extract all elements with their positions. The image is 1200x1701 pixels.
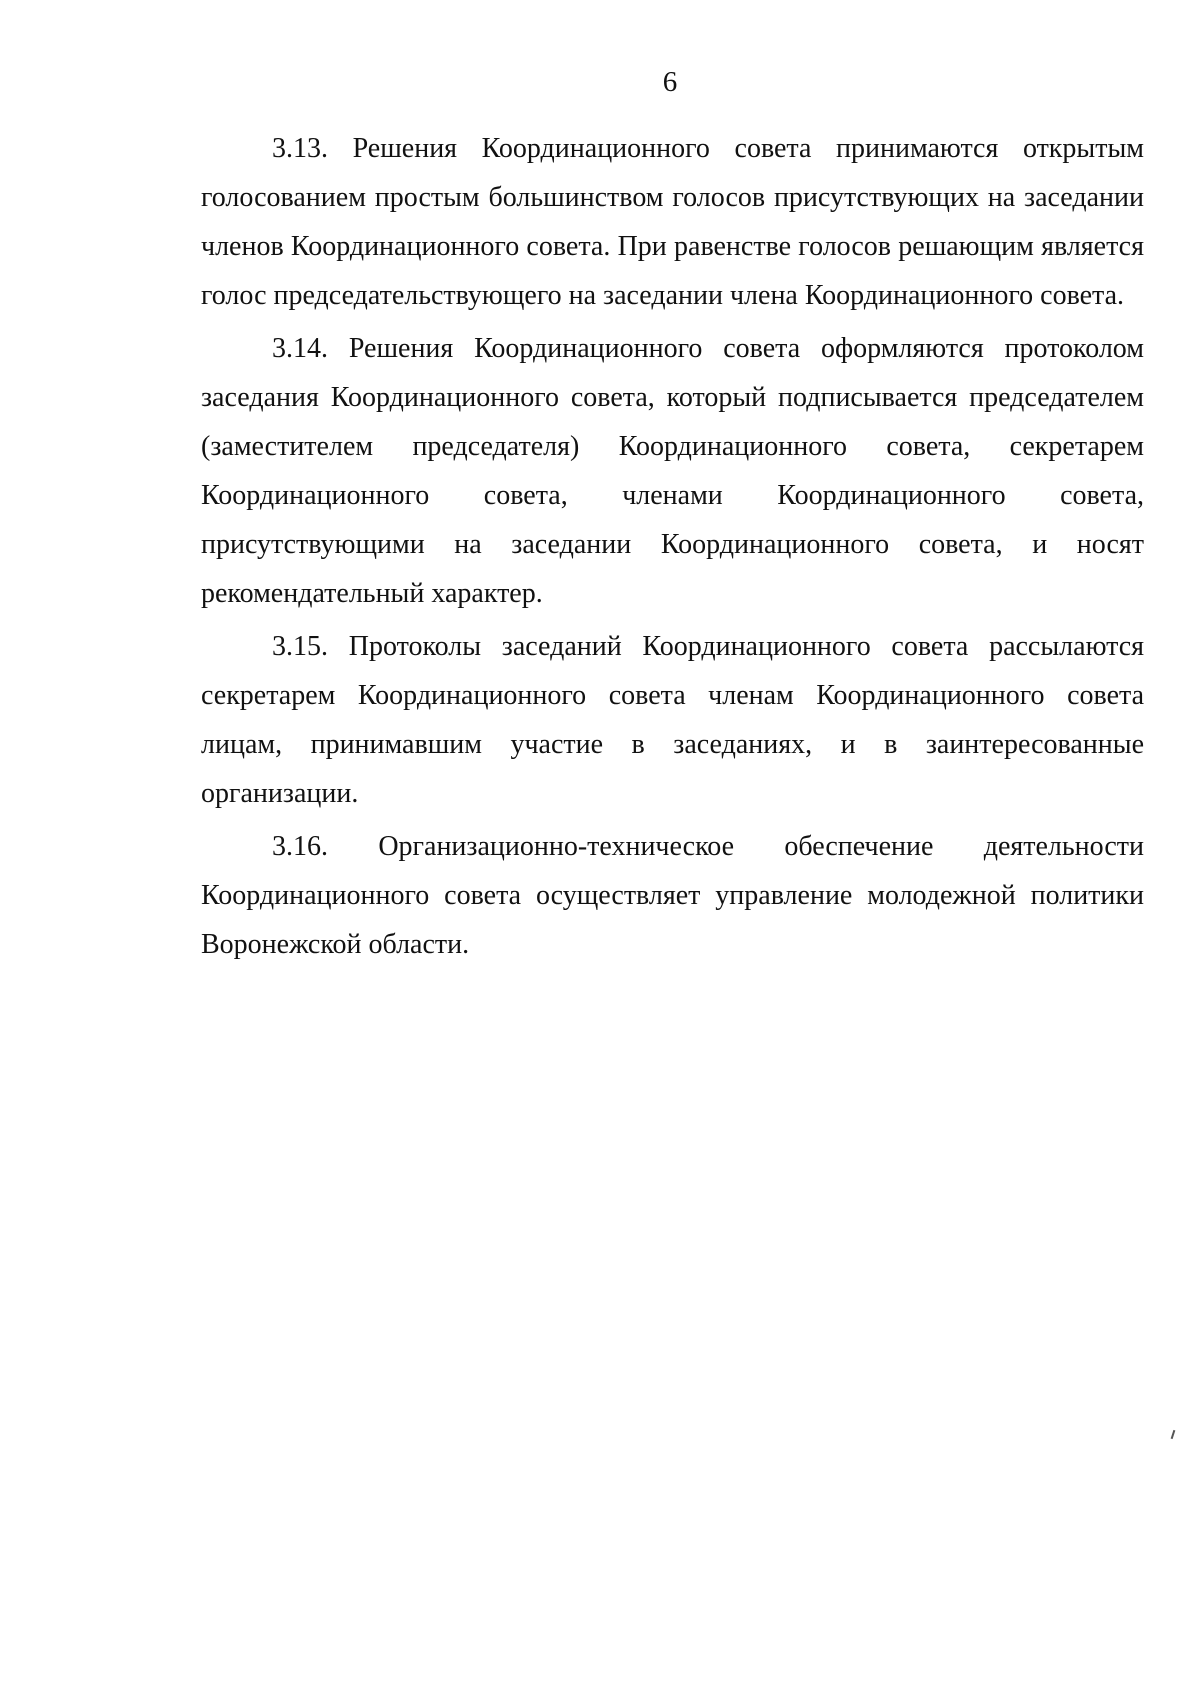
paragraph-3-13: 3.13. Решения Координационного совета принимаются открытым голосованием простым большинством голосов присутствующих на заседании членов Координационного совета. При равенстве голосов решающим является голос председательствующего на заседании члена Координационного совета. [201, 133, 1144, 311]
scan-artifact-mark [1171, 1430, 1176, 1439]
paragraph-3-14: 3.14. Решения Координационного совета оформляются протоколом заседания Координационного совета, который подписывается председателем (заместителем председателя) Координационного совета, секретарем Координационного совета, членами Координационного совета, присутствующими на заседании Координационного совета, и носят рекомендательный характер. [201, 333, 1144, 609]
document-body [201, 124, 1144, 973]
paragraph-3-16: 3.16. Организационно-техническое обеспечение деятельности Координационного совета осуществляет управление молодежной политики Воронежской области. [201, 831, 1144, 960]
page-number: 6 [662, 66, 678, 98]
paragraph-3-15: 3.15. Протоколы заседаний Координационного совета рассылаются секретарем Координационного совета членам Координационного совета лицам, принимавшим участие в заседаниях, и в заинтересованные организации. [201, 631, 1144, 809]
